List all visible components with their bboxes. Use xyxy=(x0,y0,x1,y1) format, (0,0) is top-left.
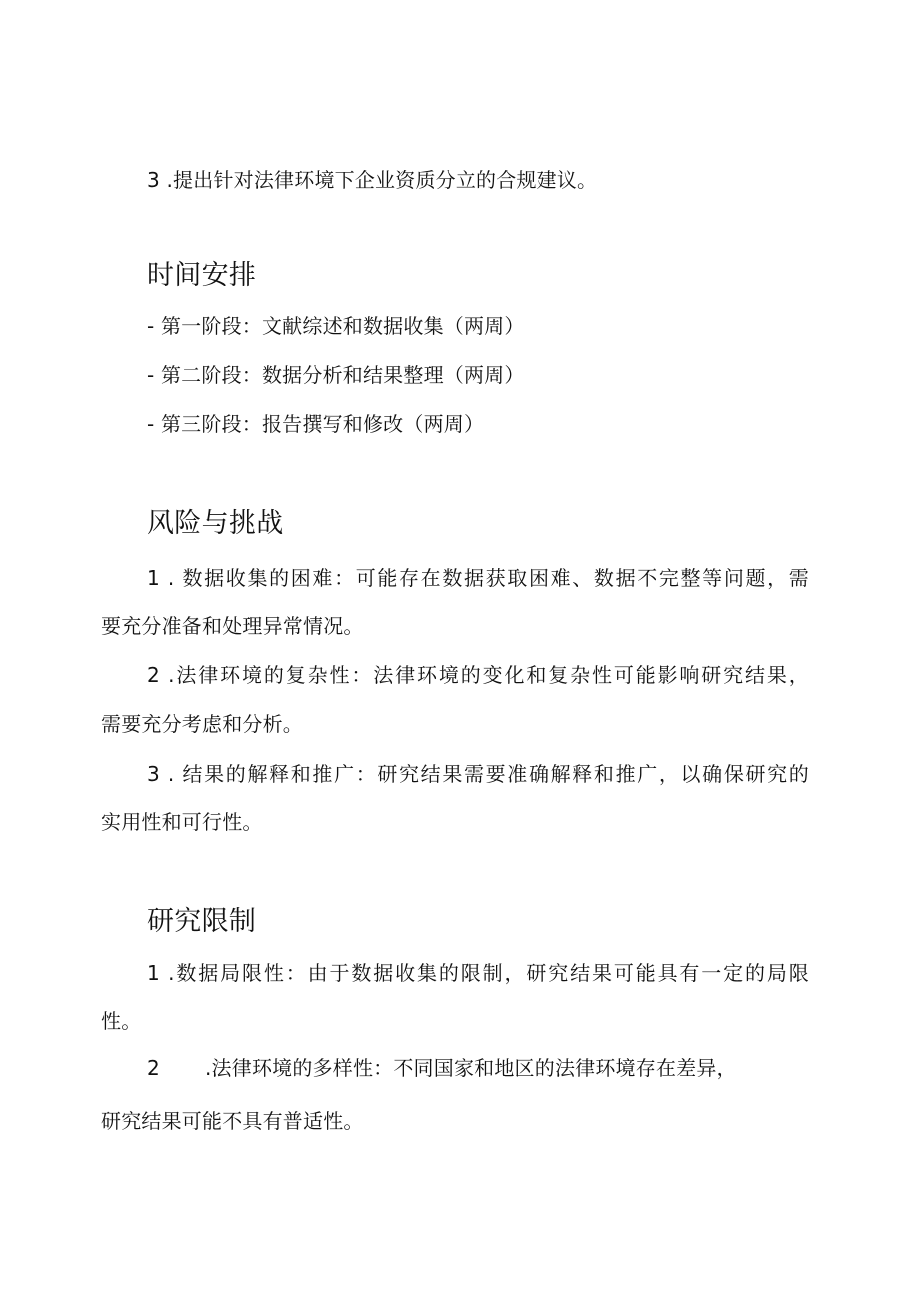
risk-item-1-line-1: 1 . 数据收集的困难：可能存在数据获取困难、数据不完整等问题，需 xyxy=(147,566,809,590)
section-heading-schedule: 时间安排 xyxy=(147,260,257,291)
limitation-item-2-line-2: 研究结果可能不具有普适性。 xyxy=(101,1109,364,1133)
schedule-item-3: - 第三阶段：报告撰写和修改（两周） xyxy=(147,412,485,436)
section-heading-risks: 风险与挑战 xyxy=(147,508,284,539)
schedule-item-1: - 第一阶段：文献综述和数据收集（两周） xyxy=(147,314,525,338)
schedule-item-2: - 第二阶段：数据分析和结果整理（两周） xyxy=(147,363,525,387)
risk-item-3-line-1: 3 . 结果的解释和推广：研究结果需要准确解释和推广，以确保研究的 xyxy=(147,762,809,786)
risk-item-2-line-2: 需要充分考虑和分析。 xyxy=(101,712,303,736)
objective-item-3: 3 .提出针对法律环境下企业资质分立的合规建议。 xyxy=(147,168,598,192)
risk-item-2-line-1: 2 .法律环境的复杂性：法律环境的变化和复杂性可能影响研究结果， xyxy=(147,663,809,687)
limitation-item-1-line-2: 性。 xyxy=(101,1009,142,1033)
section-heading-limitations: 研究限制 xyxy=(147,906,257,937)
risk-item-1-line-2: 要充分准备和处理异常情况。 xyxy=(101,614,364,638)
limitation-item-1-line-1: 1 .数据局限性：由于数据收集的限制，研究结果可能具有一定的局限 xyxy=(147,961,809,985)
limitation-item-2-line-1: .法律环境的多样性：不同国家和地区的法律环境存在差异， xyxy=(205,1056,737,1080)
risk-item-3-line-2: 实用性和可行性。 xyxy=(101,810,263,834)
limitation-item-2-number: 2 xyxy=(147,1056,160,1080)
